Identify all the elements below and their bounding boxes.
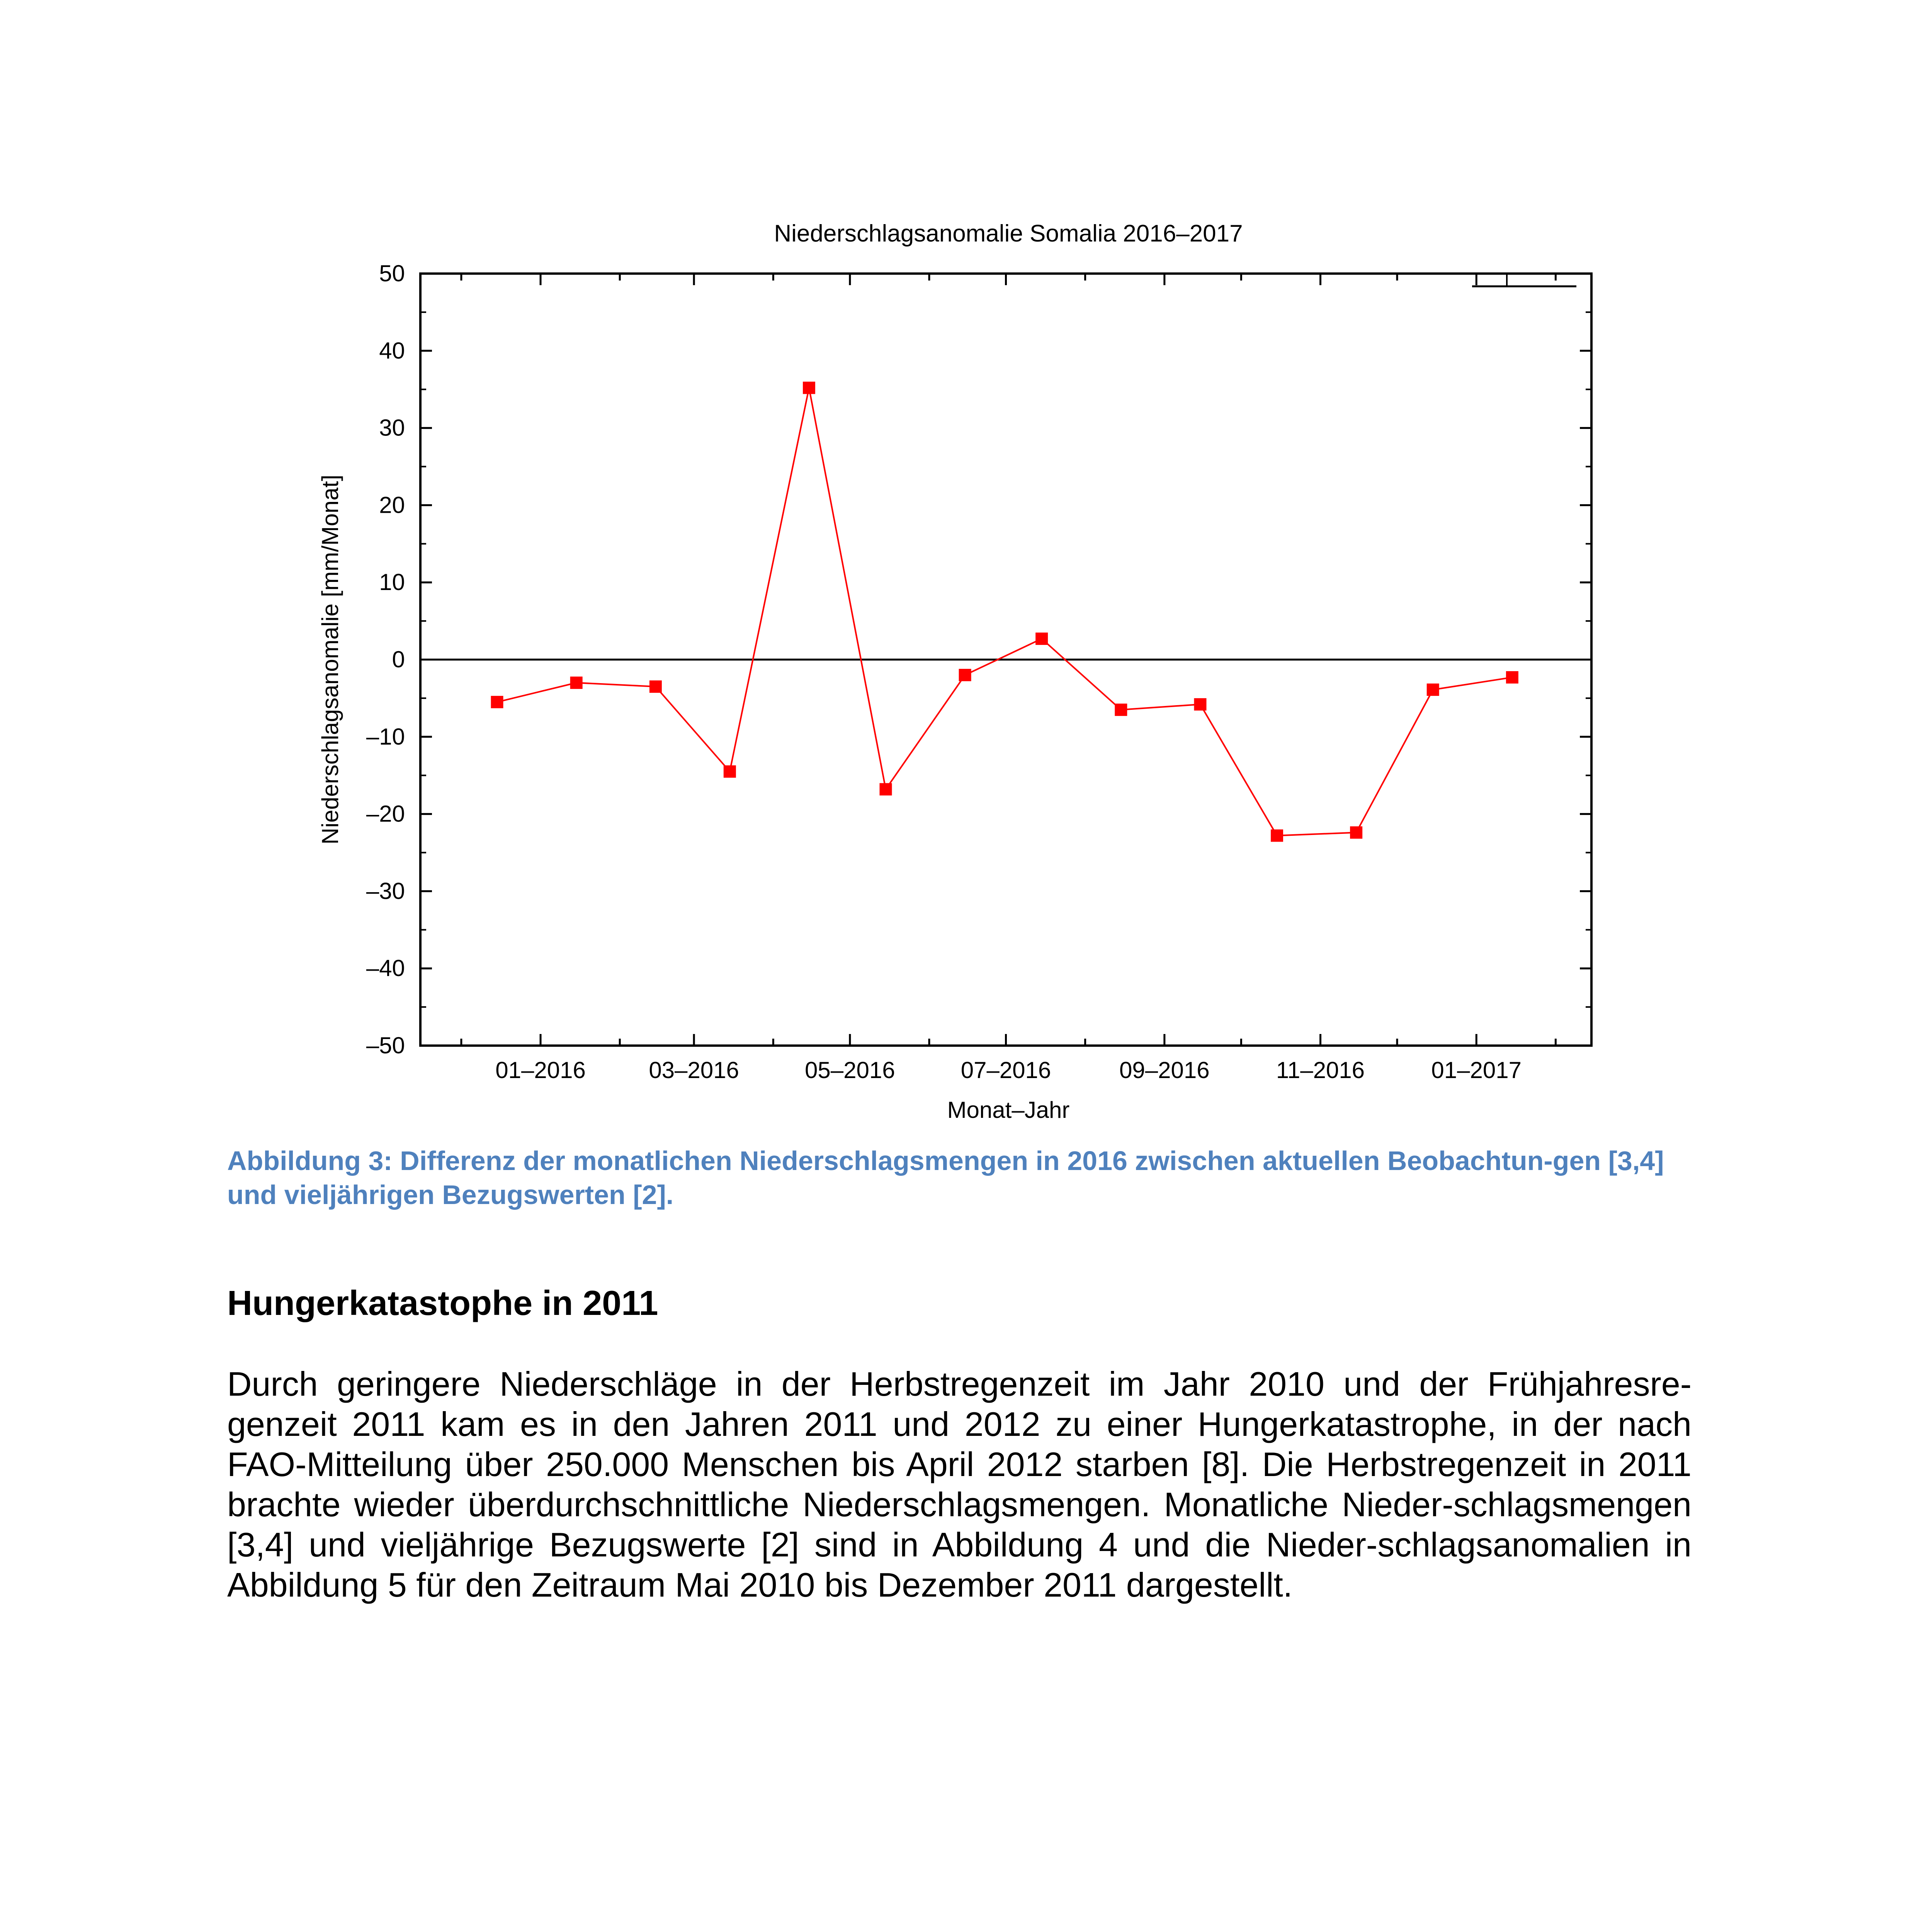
series-layer bbox=[491, 382, 1518, 842]
section-heading: Hungerkatastophe in 2011 bbox=[227, 1284, 658, 1323]
figure-caption: Abbildung 3: Differenz der monatlichen Niederschlagsmengen in 2016 zwischen aktuellen Beobachtun-gen [3,4] und vieljährigen Bezugswerten [2]. bbox=[227, 1146, 1664, 1210]
series-line bbox=[497, 388, 1512, 836]
y-tick-label: –10 bbox=[366, 723, 405, 750]
data-point bbox=[1271, 830, 1283, 842]
x-tick-label: 07–2016 bbox=[961, 1057, 1051, 1083]
chart-title: Niederschlagsanomalie Somalia 2016–2017 bbox=[774, 220, 1243, 247]
data-point bbox=[1506, 671, 1518, 684]
data-point bbox=[1350, 827, 1362, 839]
data-point bbox=[724, 765, 736, 778]
x-tick-label: 05–2016 bbox=[805, 1057, 895, 1083]
legend bbox=[1472, 274, 1576, 286]
x-tick-label: 11–2016 bbox=[1276, 1057, 1365, 1083]
x-tick-label: 03–2016 bbox=[649, 1057, 739, 1083]
y-axis-label: Niederschlagsanomalie [mm/Monat] bbox=[317, 474, 343, 845]
data-point bbox=[879, 783, 892, 796]
y-tick-label: –30 bbox=[366, 878, 405, 904]
data-point bbox=[649, 680, 662, 693]
data-point bbox=[1194, 698, 1206, 711]
x-tick-label: 01–2016 bbox=[495, 1057, 586, 1083]
data-point bbox=[1035, 633, 1048, 645]
y-tick-label: 10 bbox=[379, 569, 405, 595]
data-point bbox=[959, 669, 971, 681]
x-tick-label: 09–2016 bbox=[1119, 1057, 1210, 1083]
y-tick-label: –40 bbox=[366, 955, 405, 981]
data-point bbox=[803, 382, 815, 394]
data-point bbox=[491, 696, 503, 708]
data-point bbox=[570, 677, 583, 689]
x-axis-ticks bbox=[461, 274, 1556, 1083]
x-tick-label: 01–2017 bbox=[1431, 1057, 1522, 1083]
y-tick-label: 30 bbox=[379, 415, 405, 441]
y-tick-label: 40 bbox=[379, 337, 405, 364]
y-tick-label: 50 bbox=[379, 260, 405, 286]
x-axis-label: Monat–Jahr bbox=[947, 1097, 1070, 1123]
body-paragraph: Durch geringere Niederschläge in der Herbstregenzeit im Jahr 2010 und der Frühjahresre-genzeit 2011 kam es in den Jahren 2011 und 2012 zu einer Hungerkatastrophe, in der nach FAO-Mitteilung über 250.000 Menschen bis April 2012 starben [8]. Die Herbstregenzeit in 2011 brachte wieder überdurchschnittliche Niederschlagsmengen. Monatliche Nieder-schlagsmengen [3,4] und vieljährige Bezugswerte [2] sind in Abbildung 4 und die Nieder-schlagsanomalien in Abbildung 5 für den Zeitraum Mai 2010 bis Dezember 2011 dargestellt. bbox=[227, 1365, 1692, 1604]
data-point bbox=[1427, 684, 1439, 696]
y-tick-label: –50 bbox=[366, 1032, 405, 1058]
y-tick-label: –20 bbox=[366, 801, 405, 827]
y-tick-label: 20 bbox=[379, 492, 405, 518]
y-tick-label: 0 bbox=[392, 646, 405, 672]
data-point bbox=[1115, 704, 1127, 716]
